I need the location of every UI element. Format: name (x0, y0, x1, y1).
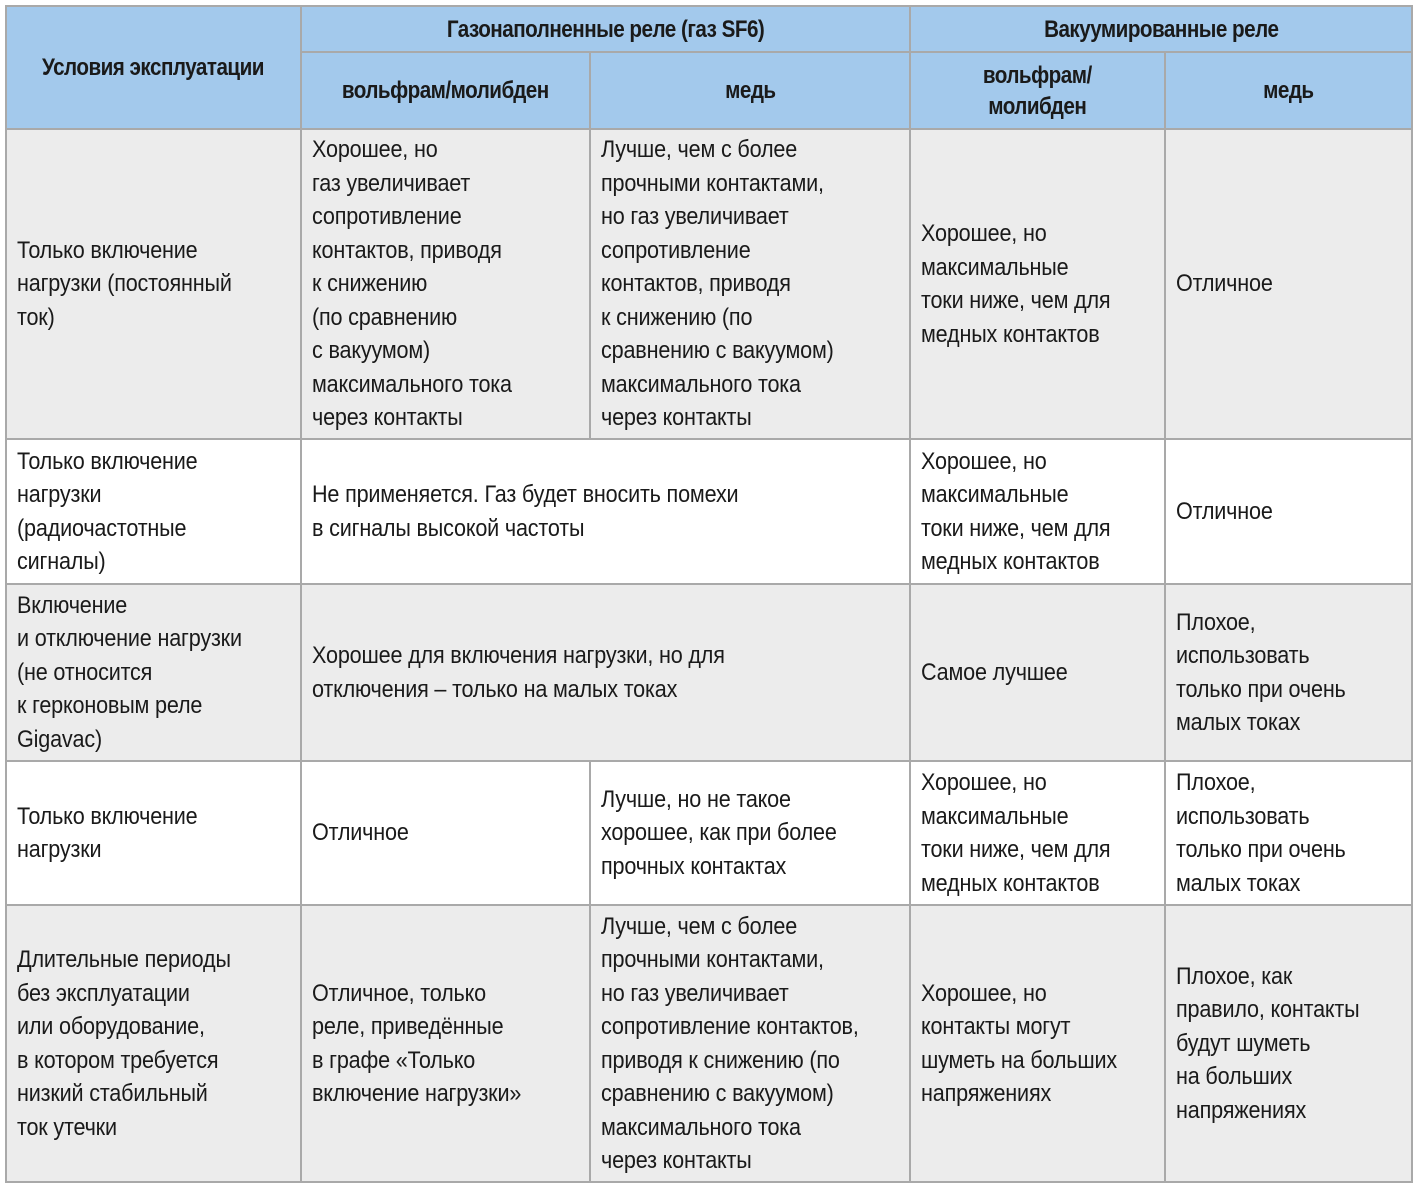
cell-vac-w-mo-text: Хорошее, но контакты могут шуметь на больших напряжениях (921, 979, 1118, 1107)
cell-gas-w-mo-text: Отличное (312, 819, 409, 847)
header-vacuum-group-text: Вакуумированные реле (1043, 15, 1279, 43)
cell-condition (6, 761, 301, 905)
cell-vac-cu-text: Отличное (1176, 497, 1273, 525)
header-conditions-text: Условия эксплуатации (42, 54, 265, 81)
cell-gas-merged (301, 584, 910, 761)
header-gas-w-mo-text: вольфрам/молибден (342, 77, 549, 104)
cell-vac-cu-text: Плохое, как правило, контакты будут шуметь на больших напряжениях (1176, 962, 1360, 1124)
cell-vac-w-mo (910, 761, 1165, 905)
cell-gas-cu (590, 905, 910, 1182)
cell-vac-cu (1165, 584, 1412, 761)
cell-vac-w-mo-text: Самое лучшее (921, 658, 1068, 686)
header-gas-cu-text: медь (724, 77, 776, 104)
cell-vac-w-mo-text: Хорошее, но максимальные токи ниже, чем для медных контактов (921, 769, 1111, 897)
cell-gas-cu (590, 761, 910, 905)
table-row (6, 584, 1412, 761)
header-gas-w-mo (301, 52, 590, 129)
cell-gas-w-mo (301, 905, 590, 1182)
cell-vac-w-mo (910, 905, 1165, 1182)
cell-gas-cu (590, 129, 910, 439)
cell-condition-text: Длительные периоды без эксплуатации или оборудование, в котором требуется низкий стабильный ток утечки (17, 946, 231, 1141)
cell-vac-cu (1165, 129, 1412, 439)
cell-condition (6, 129, 301, 439)
table-row (6, 761, 1412, 905)
cell-condition-text: Только включение нагрузки (17, 802, 198, 863)
header-conditions (6, 6, 301, 129)
cell-vac-cu (1165, 905, 1412, 1182)
cell-vac-cu (1165, 761, 1412, 905)
cell-vac-w-mo-text: Хорошее, но максимальные токи ниже, чем для медных контактов (921, 220, 1111, 348)
header-gas-cu (590, 52, 910, 129)
cell-vac-cu-text: Плохое, использовать только при очень малых токах (1176, 608, 1346, 736)
cell-condition (6, 905, 301, 1182)
cell-vac-w-mo-text: Хорошее, но максимальные токи ниже, чем для медных контактов (921, 447, 1111, 575)
cell-gas-cu-text: Лучше, чем с более прочными контактами, но газ увеличивает сопротивление контактов, приводя к снижению (по сравнению с вакуумом) максимального тока через контакты (601, 912, 859, 1174)
cell-gas-merged-text: Хорошее для включения нагрузки, но для отключения – только на малых токах (312, 642, 725, 703)
header-row-1 (6, 6, 1412, 52)
cell-gas-w-mo (301, 761, 590, 905)
cell-condition (6, 584, 301, 761)
cell-vac-cu-text: Плохое, использовать только при очень малых токах (1176, 769, 1346, 897)
cell-condition-text: Включение и отключение нагрузки (не относится к герконовым реле Gigavac) (17, 591, 242, 753)
header-gas-group-text: Газонаполненные реле (газ SF6) (446, 15, 765, 43)
cell-vac-cu-text: Отличное (1176, 270, 1273, 298)
cell-gas-w-mo (301, 129, 590, 439)
table-row (6, 905, 1412, 1182)
header-vac-w-mo (910, 52, 1165, 129)
cell-vac-cu (1165, 439, 1412, 584)
cell-gas-w-mo-text: Хорошее, но газ увеличивает сопротивление контактов, приводя к снижению (по сравнению с вакуумом) максимального тока через контакты (312, 136, 512, 432)
cell-gas-cu-text: Лучше, но не такое хорошее, как при более прочных контактах (601, 785, 837, 880)
header-vacuum-group (910, 6, 1412, 52)
cell-vac-w-mo (910, 439, 1165, 584)
cell-gas-merged (301, 439, 910, 584)
table-row (6, 439, 1412, 584)
cell-vac-w-mo (910, 129, 1165, 439)
cell-vac-w-mo (910, 584, 1165, 761)
cell-condition-text: Только включение нагрузки (радиочастотные сигналы) (17, 447, 198, 575)
table-row (6, 129, 1412, 439)
cell-gas-merged-text: Не применяется. Газ будет вносить помехи в сигналы высокой частоты (312, 481, 739, 542)
relay-comparison-table (5, 5, 1413, 1183)
cell-condition (6, 439, 301, 584)
header-gas-group (301, 6, 910, 52)
cell-condition-text: Только включение нагрузки (постоянный ток) (17, 236, 232, 331)
header-vac-cu-text: медь (1263, 77, 1314, 104)
cell-gas-w-mo-text: Отличное, только реле, приведённые в графе «Только включение нагрузки» (312, 979, 522, 1107)
cell-gas-cu-text: Лучше, чем с более прочными контактами, но газ увеличивает сопротивление контактов, приводя к снижению (по сравнению с вакуумом) максимального тока через контакты (601, 136, 834, 432)
header-vac-w-mo-text: вольфрам/ молибден (983, 61, 1092, 120)
header-vac-cu (1165, 52, 1412, 129)
